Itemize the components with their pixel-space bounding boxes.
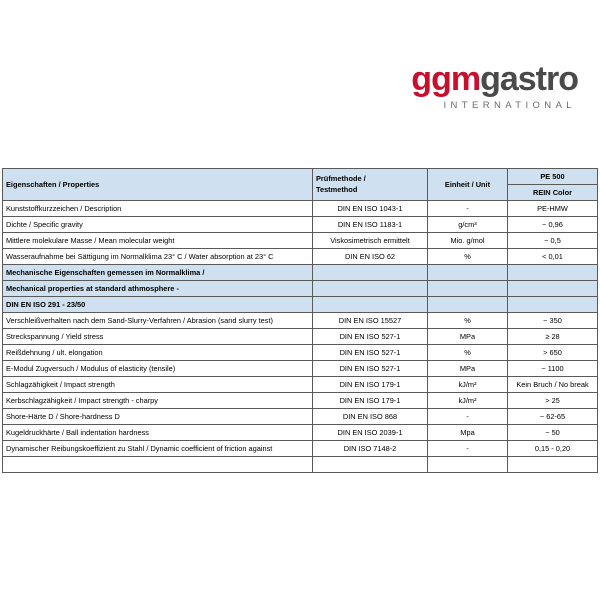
row-method: DIN ISO 7148-2 (313, 441, 428, 457)
row-property: Mittlere molekulare Masse / Mean molecular weight (3, 233, 313, 249)
row-property: Verschleißverhalten nach dem Sand-Slurry-Verfahren / Abrasion (sand slurry test) (3, 313, 313, 329)
table-row (3, 217, 598, 233)
row-unit: g/cm³ (428, 217, 508, 233)
row-value: ~ 62-65 (508, 409, 598, 425)
section-heading-row-3 (3, 297, 598, 313)
row-value: ~ 50 (508, 425, 598, 441)
table-row-empty (3, 457, 598, 473)
row-unit: % (428, 313, 508, 329)
section-spacer-value (508, 281, 598, 297)
row-unit: - (428, 441, 508, 457)
row-unit: MPa (428, 361, 508, 377)
row-property: Reißdehnung / ult. elongation (3, 345, 313, 361)
table-row (3, 201, 598, 217)
section-spacer-method (313, 297, 428, 313)
section-heading-row-1 (3, 265, 598, 281)
row-value: Kein Bruch / No break (508, 377, 598, 393)
table-row (3, 233, 598, 249)
header-method-line1: Prüfmethode / (316, 173, 366, 183)
table-row (3, 393, 598, 409)
table-row (3, 441, 598, 457)
row-value: ~ 350 (508, 313, 598, 329)
row-unit: kJ/m² (428, 377, 508, 393)
row-value: > 650 (508, 345, 598, 361)
header-method-line2: Testmethod (316, 184, 358, 194)
row-unit: % (428, 249, 508, 265)
row-value: ~ 1100 (508, 361, 598, 377)
row-value: ≥ 28 (508, 329, 598, 345)
row-property: Dynamischer Reibungskoeffizient zu Stahl / Dynamic coefficient of friction against (3, 441, 313, 457)
row-value-empty (508, 457, 598, 473)
section-heading-row-2 (3, 281, 598, 297)
row-value: PE-HMW (508, 201, 598, 217)
table-row (3, 249, 598, 265)
row-value: < 0,01 (508, 249, 598, 265)
table-row (3, 313, 598, 329)
header-material-line2: REIN Color (508, 185, 598, 201)
section-heading-line2: Mechanical properties at standard athmosphere - (3, 281, 313, 297)
row-method: DIN EN ISO 527-1 (313, 361, 428, 377)
row-unit: % (428, 345, 508, 361)
header-material-line1: PE 500 (508, 169, 598, 185)
section-spacer-value (508, 265, 598, 281)
header-unit: Einheit / Unit (428, 169, 508, 201)
row-value: ~ 0,5 (508, 233, 598, 249)
row-method: DIN EN ISO 179-1 (313, 393, 428, 409)
section-heading-line1: Mechanische Eigenschaften gemessen im Normalklima / (3, 265, 313, 281)
row-method: DIN EN ISO 868 (313, 409, 428, 425)
row-property: Dichte / Specific gravity (3, 217, 313, 233)
row-property: Wasseraufnahme bei Sättigung im Normalklima 23° C / Water absorption at 23° C (3, 249, 313, 265)
row-property: Schlagzähigkeit / Impact strength (3, 377, 313, 393)
row-method: DIN EN ISO 527-1 (313, 345, 428, 361)
row-property: Shore-Härte D / Shore-hardness D (3, 409, 313, 425)
row-unit: Mpa (428, 425, 508, 441)
row-unit: kJ/m² (428, 393, 508, 409)
section-spacer-value (508, 297, 598, 313)
row-property: Kugeldruckhärte / Ball indentation hardness (3, 425, 313, 441)
logo-gastro-text: gastro (480, 60, 578, 98)
row-method: DIN EN ISO 1043-1 (313, 201, 428, 217)
row-property: Kerbschlagzähigkeit / Impact strength - charpy (3, 393, 313, 409)
table-row (3, 361, 598, 377)
table-header-row (3, 169, 598, 185)
row-property: Streckspannung / Yield stress (3, 329, 313, 345)
section-heading-line3: DIN EN ISO 291 - 23/50 (3, 297, 313, 313)
row-value: ~ 0,96 (508, 217, 598, 233)
table-row (3, 329, 598, 345)
row-unit: - (428, 201, 508, 217)
row-value: > 25 (508, 393, 598, 409)
row-method-empty (313, 457, 428, 473)
header-method (313, 169, 428, 201)
section-spacer-method (313, 281, 428, 297)
section-spacer-unit (428, 265, 508, 281)
header-properties: Eigenschaften / Properties (3, 169, 313, 201)
table-row (3, 425, 598, 441)
table-row (3, 377, 598, 393)
row-unit: Mio. g/mol (428, 233, 508, 249)
specification-table-wrapper (2, 168, 597, 473)
row-method: DIN EN ISO 62 (313, 249, 428, 265)
ggm-gastro-logo (411, 62, 578, 111)
row-property: Kunststoffkurzzeichen / Description (3, 201, 313, 217)
section-spacer-unit (428, 297, 508, 313)
logo-wordmark (411, 62, 578, 96)
row-unit: - (428, 409, 508, 425)
row-value: 0,15 - 0,20 (508, 441, 598, 457)
row-unit-empty (428, 457, 508, 473)
row-method: DIN EN ISO 1183-1 (313, 217, 428, 233)
row-property-empty (3, 457, 313, 473)
row-property: E-Modul Zugversuch / Modulus of elasticity (tensile) (3, 361, 313, 377)
table-row (3, 345, 598, 361)
specification-table (2, 168, 598, 473)
section-spacer-unit (428, 281, 508, 297)
row-method: Viskosimetrisch ermittelt (313, 233, 428, 249)
row-method: DIN EN ISO 15527 (313, 313, 428, 329)
table-row (3, 409, 598, 425)
section-spacer-method (313, 265, 428, 281)
row-method: DIN EN ISO 2039-1 (313, 425, 428, 441)
logo-tagline: INTERNATIONAL (443, 100, 576, 111)
row-unit: MPa (428, 329, 508, 345)
logo-ggm-text: ggm (411, 60, 481, 98)
row-method: DIN EN ISO 179-1 (313, 377, 428, 393)
row-method: DIN EN ISO 527-1 (313, 329, 428, 345)
